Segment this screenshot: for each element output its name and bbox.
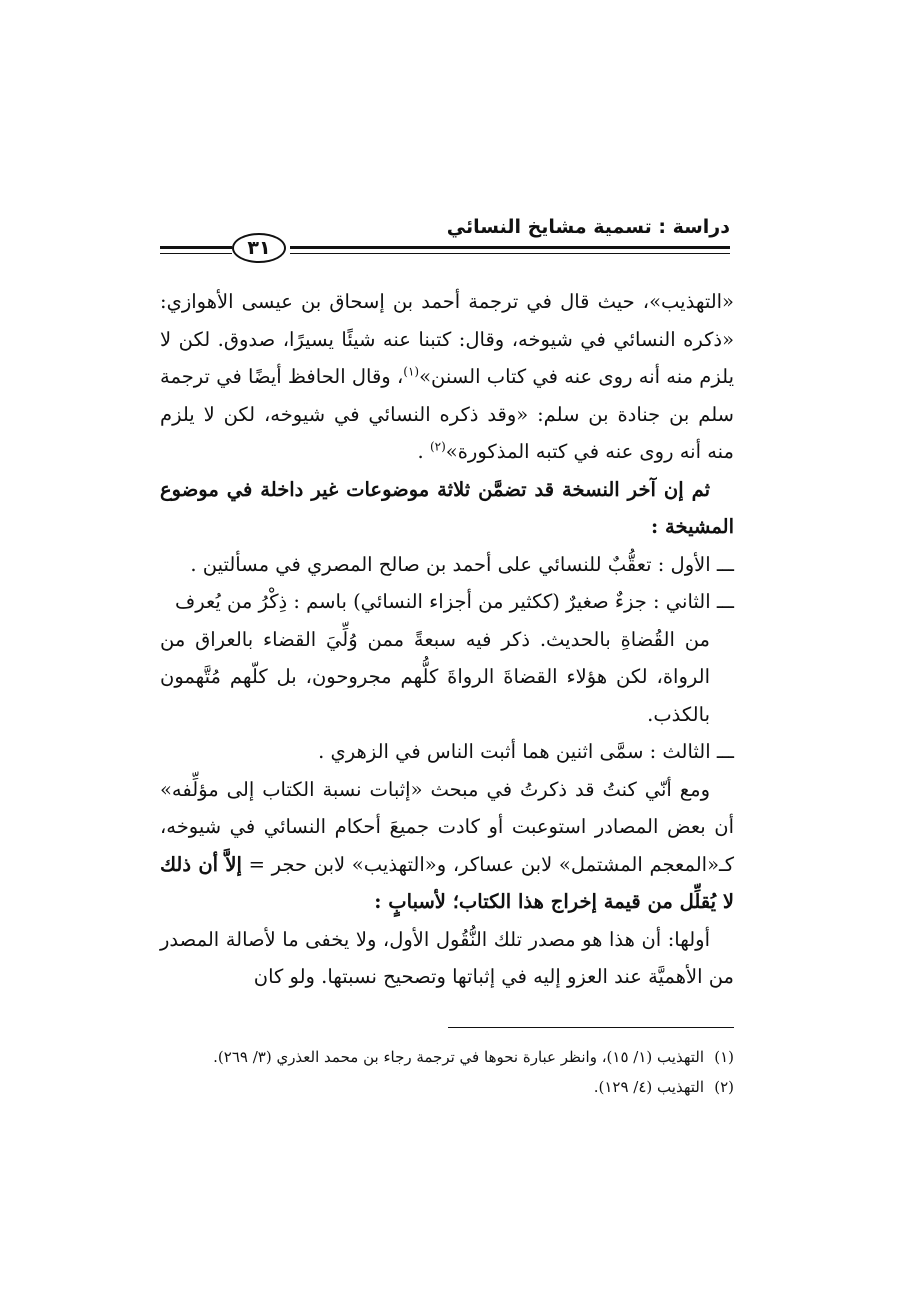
paragraph-2: ثم إن آخر النسخة قد تضمَّن ثلاثة موضوعات غير داخلة في موضوع المشيخة : [160,477,734,538]
paragraph-1-end: . [417,440,430,463]
footnote-2-text: التهذيب (٤/ ١٢٩). [593,1078,704,1096]
paragraph-3 [160,771,734,921]
header-rule-left-thick [160,246,232,249]
main-text [160,283,734,996]
paragraph-4: أولها: أن هذا هو مصدر تلك النُّقُول الأول، ولا يخفى ما لأصالة المصدر من الأهميَّة عند العزو إليه في إثباتها وتصحيح نسبتها. ولو كان [160,927,734,988]
list-item-2-rest: من القُضاةِ بالحديث. ذكر فيه سبعةً ممن وُلِّيَ القضاء بالعراق من الرواة، لكن هؤلاء القضاةَ الرواةَ كلُّهم مجروحون، بل كلّهم مُتَّهمون بالكذب. [160,627,710,726]
page-number: ٣١ [232,233,286,263]
list-item-2 [160,583,734,733]
paragraph-3-text: ومع أنّي كنتُ قد ذكرتُ في مبحث «إثبات نسبة الكتاب إلى مؤلِّفه» أن بعض المصادر استوعبت أو كادت جميعَ أحكام النسائي في شيوخه، كـ«المعجم المشتمل» لابن عساكر، و«التهذيب» لابن حجر = [160,777,735,876]
footnote-2 [160,1072,734,1102]
paragraph-1-tail: ، وقال الحافظ أيضًا في ترجمة سلم بن جنادة بن سلم: «وقد ذكره النسائي في شيوخه، لكن لا يلزم منه أنه روى عنه في كتبه المذكورة» [160,365,734,463]
footnote-ref-1[interactable]: (١) [403,364,420,379]
paragraph-1 [160,283,734,471]
footnote-2-number: (٢) [714,1078,734,1096]
footnote-1-text: التهذيب (١/ ١٥)، وانظر عبارة نحوها في ترجمة رجاء بن محمد العذري (٣/ ٢٦٩). [213,1048,704,1066]
list-item-2-first: ـــ الثاني : جزءٌ صغيرٌ (ككثير من أجزاء النسائي) باسم : ذِكْرُ من يُعرف [175,590,734,613]
footnotes [160,1042,734,1102]
header-rule-thick [290,246,730,249]
paragraph-1-text: «التهذيب»، حيث قال في ترجمة أحمد بن إسحاق بن عيسى الأهوازي: «ذكره النسائي في شيوخه، وقال: كتبنا عنه شيئًا يسيرًا، صدوق. لكن لا يلزم منه أنه روى عنه في كتاب السنن» [160,290,735,388]
list-item-3: ـــ الثالث : سمَّى اثنين هما أثبت الناس في الزهري . [318,740,734,763]
footnote-ref-2[interactable]: (٢) [429,439,446,454]
footnote-1 [160,1042,734,1072]
header-rule-left-thin [160,253,232,254]
paragraph-3-bold: إلاَّ أن ذلك لا يُقلِّل من قيمة إخراج هذا الكتاب؛ لأسبابٍ : [160,852,734,913]
list-item-1: ـــ الأول : تعقُّبٌ للنسائي على أحمد بن صالح المصري في مسألتين . [190,552,734,576]
footnote-1-number: (١) [714,1048,734,1066]
footnote-separator [448,1027,734,1028]
running-header-title: دراسة : تسمية مشايخ النسائي [446,216,730,238]
header-rule-thin [290,253,730,254]
